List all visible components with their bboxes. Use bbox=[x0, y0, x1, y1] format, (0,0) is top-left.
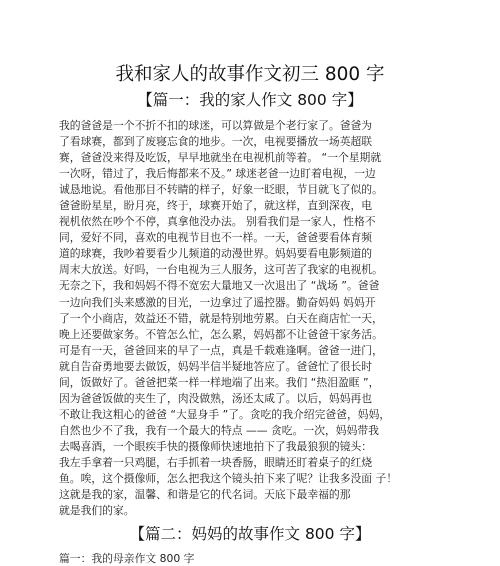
body-line: 去喝喜酒，一个眼疾手快的摄像师快速地拍下了我最狼狈的镜头： bbox=[59, 439, 373, 453]
body-line: 鱼。唉，这个摄像师，怎么把我这个镜头拍下来了呢？让我多没面 子！ bbox=[59, 472, 398, 486]
body-line: 不敢让我这粗心的爸爸 “大显身手 ”了。贪吃的我介绍完爸爸，妈妈， bbox=[59, 407, 391, 421]
body-line: 我左手拿着一只鸡腿，右手抓着一块香肠，眼睛还盯着桌子的红烧 bbox=[59, 455, 373, 469]
body-line: 就是我们的家。 bbox=[59, 504, 135, 518]
section-2-title: 【篇二：妈妈的故事作文 800 字】 bbox=[129, 525, 371, 543]
body-line: 视机依然在吵个不停，真拿他没办法。 别看我们是一家人，性格不 bbox=[59, 215, 376, 229]
body-line: 一次呀，错过了，我后悔都来不及。” 球迷老爸一边盯着电视，一边 bbox=[59, 167, 376, 181]
body-line: 道的球赛，我吵着要看少儿频道的动漫世界。妈妈要看电影频道的 bbox=[59, 247, 373, 261]
body-line: 周末大放送。好吗，一台电视为三人服务，这可苦了我家的电视机。 bbox=[59, 263, 383, 277]
body-line: 我的爸爸是一个不折不扣的球迷，可以算做是个老行家了。爸爸为 bbox=[59, 119, 373, 132]
body-line: 这就是我的家，温馨、和谐是它的代名词。天底下最幸福的那 bbox=[59, 488, 351, 502]
body-line: 间，饭做好了。爸爸把菜一样一样地端了出来。我们 “热泪盈眶 ”， bbox=[59, 375, 380, 389]
body-line: 因为爸爸饭做的夹生了，肉没做熟，汤还太咸了。以后，妈妈再也 bbox=[59, 391, 373, 405]
section-2-first-line: 篇一：我的母亲作文 800 字 bbox=[59, 552, 195, 565]
body-line: 同，爱好不同，喜欢的电视节目也不一样。一天，爸爸要看体育频 bbox=[59, 231, 373, 245]
body-line: 晚上还要做家务。不管怎么忙，怎么累，妈妈都不让爸爸干家务活。 bbox=[59, 327, 383, 341]
body-line: 可是有一天，爸爸回来的早了一点，真是千载难逢啊。爸爸一进门， bbox=[59, 343, 383, 357]
section-1-title: 【篇一：我的家人作文 800 字】 bbox=[137, 91, 363, 109]
body-line: 爸爸盼星星，盼月亮，终于，球赛开始了，就这样，直到深夜，电 bbox=[59, 199, 373, 213]
body-line: 自然也少不了我，我有一个最大的特点 —— 贪吃。一次，妈妈带我 bbox=[59, 423, 379, 437]
section-1-body bbox=[59, 118, 449, 519]
body-line: 赛，爸爸没来得及吃饭，早早地就坐在电视机前等着。 “一个星期就 bbox=[59, 151, 382, 165]
body-line: 一边向我们头来感激的目光，一边拿过了遥控器。勤奋妈妈 妈妈开 bbox=[59, 295, 376, 309]
body-line: 了看球赛，都到了废寝忘食的地步。一次，电视要播放一场英超联 bbox=[59, 135, 373, 149]
body-line: 无奈之下，我和妈妈不得不宽宏大量地又一次退出了 “战场 ”。爸爸 bbox=[59, 279, 380, 293]
document-title: 我和家人的故事作文初三 800 字 bbox=[115, 64, 385, 85]
body-line: 就自告奋勇地要去做饭，妈妈半信半疑地答应了。爸爸忙了很长时 bbox=[59, 359, 373, 373]
body-line: 了一个小商店，效益还不错，就是特别地劳累。白天在商店忙一天， bbox=[59, 311, 383, 325]
body-line: 诚恳地说。看他那目不转睛的样子，好象一眨眼，节目就飞了似的。 bbox=[59, 183, 383, 197]
